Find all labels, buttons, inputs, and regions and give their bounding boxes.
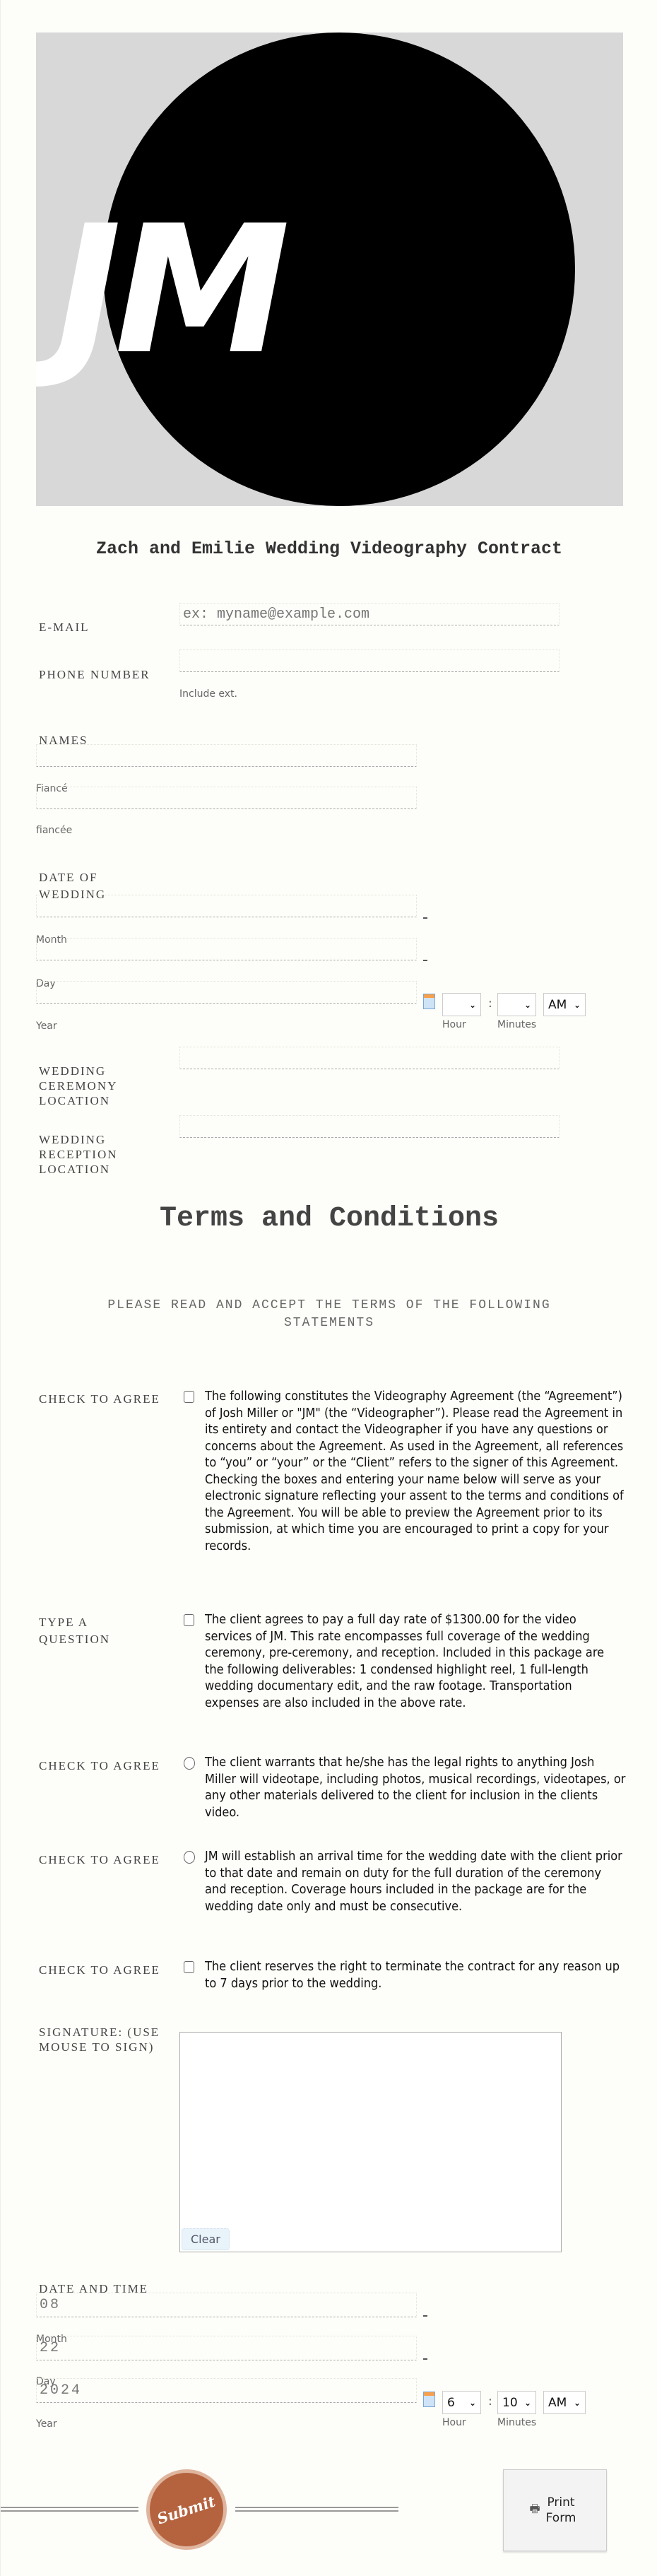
signature-pad[interactable] <box>179 2032 562 2252</box>
calendar-icon[interactable] <box>423 2392 435 2407</box>
ampm-select[interactable] <box>543 993 586 1016</box>
fiance-sublabel: Fiancé <box>36 783 68 794</box>
term-label: CHECK TO AGREE <box>39 1392 160 1406</box>
form-title: Zach and Emilie Wedding Videography Contract <box>95 539 563 559</box>
term-text: The client agrees to pay a full day rate of $1300.00 for the video services of JM. This rate encompasses full coverage of the wedding ceremony, pre-ceremony, and reception. Included in this package are the following deliverables: 1 condensed highlight reel, 1 full-length wedding documentary edit, and the raw footage. Transportation expenses are also included in the above rate. <box>205 1612 605 1710</box>
chevron-down-icon: ⌄ <box>523 2397 531 2408</box>
clear-signature-button[interactable]: Clear <box>182 2228 230 2250</box>
time-separator: : <box>488 996 492 1011</box>
reception-location-input[interactable] <box>179 1115 560 1138</box>
ampm-select[interactable] <box>543 2391 586 2414</box>
terms-instructions: PLEASE READ AND ACCEPT THE TERMS OF THE FOLLOWING STATEMENTS <box>107 1298 551 1330</box>
term-text: JM will establish an arrival time for the wedding date with the client prior to that date and remain on duty for the full duration of the ceremony and reception. Coverage hours included in the package are for the wedding date only and must be consecutive. <box>205 1849 622 1914</box>
term-label: CHECK TO AGREE <box>39 1759 160 1772</box>
year-input[interactable] <box>36 2378 417 2403</box>
signature-label: SIGNATURE: (USE MOUSE TO SIGN) <box>39 2025 160 2054</box>
phone-input[interactable] <box>179 649 560 672</box>
print-form-label: Print Form <box>545 2495 576 2525</box>
term-checkbox[interactable] <box>184 1614 194 1626</box>
day-input[interactable] <box>36 2336 417 2360</box>
submit-button[interactable] <box>146 2469 227 2550</box>
minutes-value: 10 <box>502 2395 518 2410</box>
ampm-value: AM <box>548 997 567 1012</box>
term-text: The following constitutes the Videography Agreement (the “Agreement”) of Josh Miller or "JM" (the “Videographer”). Please read the Agreement in its entirety and contact the Videographer if you have any questions or concerns about the Agreement. As used in the Agreement, all references to “you” or “your” or the “Client” refers to the signer of this Agreement. Checking the boxes and entering your name below will serve as your electronic signature reflecting your assent to the terms and conditions of the Agreement. You will be able to preview the Agreement prior to its submission, at which time you are encouraged to print a copy for your records. <box>205 1389 624 1553</box>
phone-label: PHONE NUMBER <box>39 668 150 681</box>
wedding-month-input[interactable] <box>36 895 417 917</box>
term-radio[interactable] <box>184 1851 195 1864</box>
chevron-down-icon: ⌄ <box>523 999 531 1010</box>
date-separator <box>423 2315 427 2317</box>
ampm-value: AM <box>548 2395 567 2410</box>
hour-sublabel: Hour <box>442 1019 466 1030</box>
term-text: The client warrants that he/she has the legal rights to anything Josh Miller will videotape, including photos, musical recordings, videotapes, or any other materials delivered to the client for inclusion in the clients video. <box>205 1755 626 1820</box>
submit-label: Submit <box>155 2491 218 2528</box>
hour-sublabel: Hour <box>442 2417 466 2428</box>
phone-sublabel: Include ext. <box>179 688 238 700</box>
term-label: CHECK TO AGREE <box>39 1853 160 1866</box>
wedding-day-input[interactable] <box>36 938 417 960</box>
term-checkbox[interactable] <box>184 1961 194 1973</box>
term-label: CHECK TO AGREE <box>39 1963 160 1977</box>
minutes-sublabel: Minutes <box>497 1019 537 1030</box>
fiance-input[interactable] <box>36 744 417 767</box>
date-separator <box>423 2358 427 2360</box>
email-input[interactable] <box>179 603 560 625</box>
year-sublabel: Year <box>36 2418 57 2430</box>
chevron-down-icon: ⌄ <box>573 2397 581 2408</box>
month-sublabel: Month <box>36 934 67 946</box>
year-sublabel: Year <box>36 1021 57 1032</box>
day-sublabel: Day <box>36 978 56 989</box>
chevron-down-icon: ⌄ <box>468 999 476 1010</box>
chevron-down-icon: ⌄ <box>573 999 581 1010</box>
printer-icon: 🖶 <box>529 2501 540 2515</box>
ceremony-location-input[interactable] <box>179 1047 560 1069</box>
submit-divider-left <box>1 2507 138 2512</box>
term-checkbox[interactable] <box>184 1391 194 1403</box>
term-label: TYPE A QUESTION <box>39 1616 110 1646</box>
fiancee-input[interactable] <box>36 787 417 809</box>
reception-location-label: WEDDING RECEPTION LOCATION <box>39 1133 118 1176</box>
print-form-button[interactable] <box>503 2469 607 2551</box>
date-of-wedding-label: DATE OF WEDDING <box>39 871 107 901</box>
time-separator: : <box>488 2394 492 2409</box>
hour-value: 6 <box>447 2395 455 2410</box>
minutes-sublabel: Minutes <box>497 2417 537 2428</box>
date-and-time-label: DATE AND TIME <box>39 2282 149 2295</box>
hour-select[interactable] <box>442 2391 481 2414</box>
chevron-down-icon: ⌄ <box>468 2397 476 2408</box>
day-sublabel: Day <box>36 2376 56 2387</box>
hour-select[interactable] <box>442 993 481 1016</box>
wedding-year-input[interactable] <box>36 981 417 1004</box>
term-radio[interactable] <box>184 1757 195 1770</box>
names-label: NAMES <box>39 734 88 747</box>
minutes-select[interactable] <box>497 993 536 1016</box>
fiancee-sublabel: fiancée <box>36 825 73 836</box>
month-sublabel: Month <box>36 2334 67 2345</box>
month-input[interactable] <box>36 2293 417 2317</box>
terms-heading: Terms and Conditions <box>159 1203 499 1235</box>
ceremony-location-label: WEDDING CEREMONY LOCATION <box>39 1064 117 1107</box>
calendar-icon[interactable] <box>423 994 435 1009</box>
email-label: E-MAIL <box>39 621 90 634</box>
term-text: The client reserves the right to terminate the contract for any reason up to 7 days prior to the wedding. <box>205 1959 620 1991</box>
logo-image <box>36 33 623 506</box>
logo-text: JM <box>56 187 283 393</box>
submit-divider-right <box>235 2507 398 2512</box>
date-separator <box>423 960 427 961</box>
date-separator <box>423 917 427 919</box>
minutes-select[interactable] <box>497 2391 536 2414</box>
